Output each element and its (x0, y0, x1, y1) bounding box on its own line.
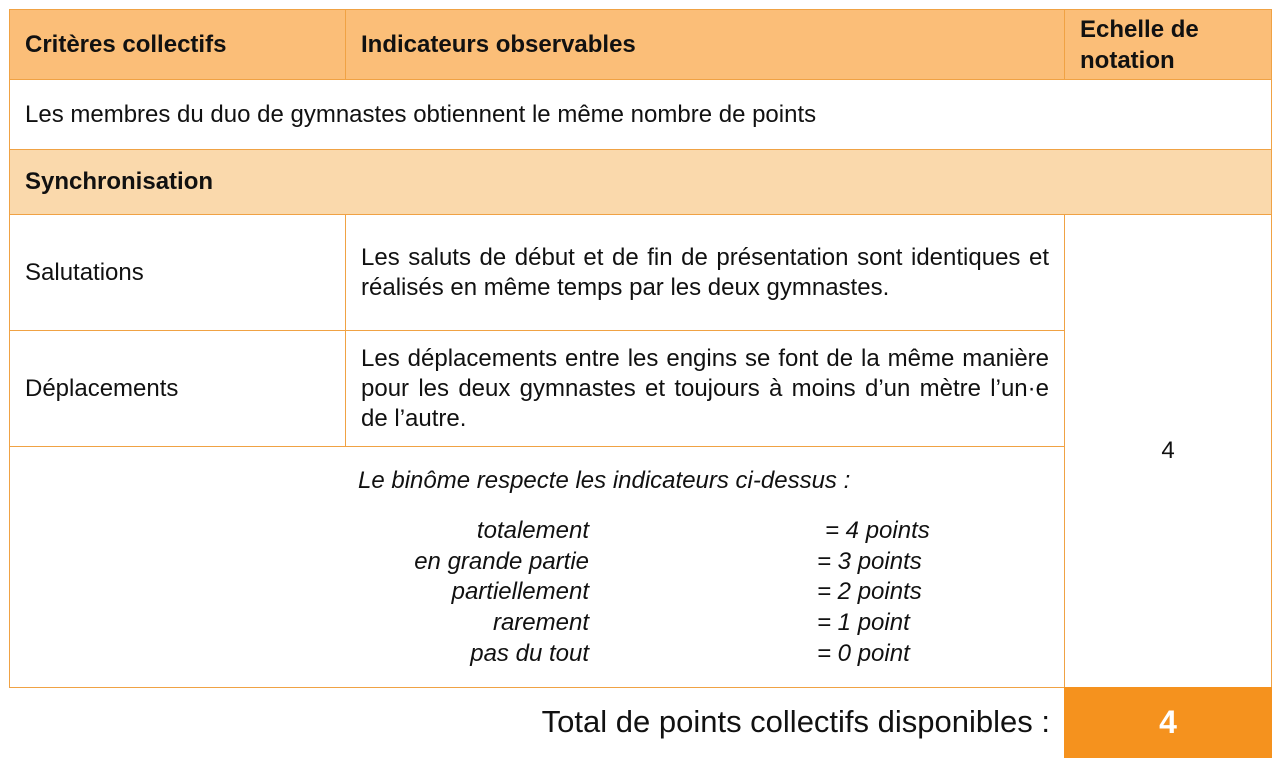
total-label: Total de points collectifs disponibles : (541, 704, 1050, 739)
scale-level-label: rarement (492, 609, 589, 636)
scale-level-points: = 0 point (817, 640, 910, 667)
scale-level-points: = 1 point (817, 609, 910, 636)
header-indicators: Indicateurs observables (345, 9, 1065, 80)
scale-level (9, 640, 1064, 671)
scale-level (9, 517, 1064, 548)
indicator-text: Les saluts de début et de fin de présentation sont identiques et réalisés en même temps par les deux gymnastes. (361, 243, 1049, 301)
scale-level-label: totalement (476, 517, 589, 544)
criterion-indicator-salutations (345, 214, 1065, 331)
section-synchronisation: Synchronisation (9, 149, 1272, 215)
scoring-scale-levels (9, 517, 1064, 677)
scale-level-points: = 2 points (817, 578, 922, 605)
scoring-scale-intro: Le binôme respecte les indicateurs ci-dessus : (358, 467, 851, 494)
criterion-name-deplacements: Déplacements (9, 330, 346, 447)
total-value: 4 (1064, 687, 1272, 758)
scale-level-points: = 3 points (817, 548, 922, 575)
intro-row: Les membres du duo de gymnastes obtiennent le même nombre de points (9, 79, 1272, 150)
header-criteria: Critères collectifs (9, 9, 346, 80)
criterion-name-salutations: Salutations (9, 214, 346, 331)
scale-level-label: pas du tout (470, 640, 589, 667)
scale-level-points: = 4 points (825, 517, 930, 544)
scale-value: 4 (1064, 214, 1272, 688)
scale-level (9, 548, 1064, 579)
scale-level-label: en grande partie (414, 548, 589, 575)
criterion-indicator-deplacements (345, 330, 1065, 447)
scale-level (9, 609, 1064, 640)
indicator-text: Les déplacements entre les engins se font de la même manière pour les deux gymnastes et toujours à moins d’un mètre l’un·e de l’autre. (361, 344, 1049, 432)
header-scale: Echelle de notation (1064, 9, 1272, 80)
scale-level-label: partiellement (451, 578, 589, 605)
scale-level (9, 578, 1064, 609)
